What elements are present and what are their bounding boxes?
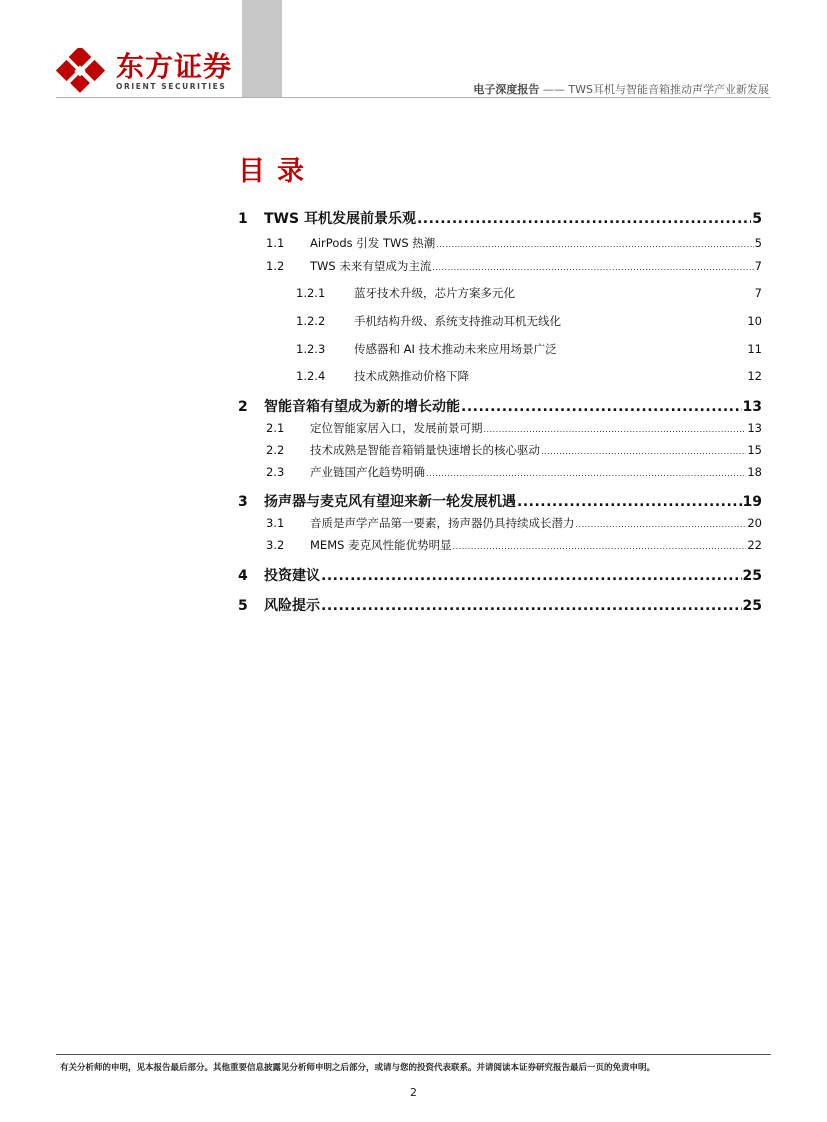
toc-leader-dots bbox=[576, 516, 747, 530]
toc-entry[interactable] bbox=[238, 491, 762, 511]
toc-entry[interactable] bbox=[238, 368, 762, 384]
toc-entry-number: 2.1 bbox=[266, 421, 285, 435]
toc-entry-text: 投资建议 bbox=[264, 568, 320, 584]
toc-entry-page: 13 bbox=[747, 421, 762, 435]
toc-entry-page: 5 bbox=[754, 236, 762, 250]
toc-entry[interactable] bbox=[238, 208, 762, 228]
header-divider bbox=[56, 97, 771, 98]
toc-leader-dots bbox=[453, 538, 747, 552]
header-decor-bar bbox=[242, 0, 282, 97]
toc-entry-text: 扬声器与麦克风有望迎来新一轮发展机遇 bbox=[264, 494, 516, 510]
toc-entry[interactable] bbox=[238, 235, 762, 251]
toc-entry-page: 11 bbox=[747, 342, 762, 356]
header-report-info bbox=[473, 81, 769, 97]
logo-chinese-name: 东方证券 bbox=[116, 50, 233, 83]
toc-entry[interactable] bbox=[238, 420, 762, 436]
toc-entry-text: 手机结构升级、系统支持推动耳机无线化 bbox=[354, 314, 561, 328]
header-separator: —— bbox=[539, 83, 569, 96]
toc-leader-dots bbox=[461, 399, 742, 415]
toc-entry[interactable] bbox=[238, 258, 762, 274]
toc-entry-page: 13 bbox=[742, 399, 762, 415]
toc-entry-text: MEMS 麦克风性能优势明显 bbox=[310, 538, 452, 552]
logo-mark-icon bbox=[56, 48, 106, 94]
toc-entry[interactable] bbox=[238, 515, 762, 531]
toc-entry-page: 20 bbox=[747, 516, 762, 530]
toc-entry[interactable] bbox=[238, 396, 762, 416]
toc-entry-text: 技术成熟是智能音箱销量快速增长的核心驱动 bbox=[310, 443, 540, 457]
toc-leader-dots bbox=[436, 236, 753, 250]
toc-entry-page: 22 bbox=[747, 538, 762, 552]
page-number: 2 bbox=[410, 1086, 417, 1099]
toc-entry-text: TWS 耳机发展前景乐观 bbox=[264, 211, 416, 227]
report-title: TWS耳机与智能音箱推动声学产业新发展 bbox=[568, 83, 769, 96]
toc-entry[interactable] bbox=[238, 341, 762, 357]
toc-entry-number: 5 bbox=[238, 598, 248, 614]
toc-entry-text: 风险提示 bbox=[264, 598, 320, 614]
toc-entry-text: 传感器和 AI 技术推动未来应用场景广泛 bbox=[354, 342, 557, 356]
toc-leader-dots bbox=[432, 259, 753, 273]
report-category: 电子深度报告 bbox=[473, 83, 540, 96]
toc-entry-number: 3.1 bbox=[266, 516, 285, 530]
toc-entry-text: TWS 未来有望成为主流 bbox=[310, 259, 432, 273]
toc-leader-dots bbox=[541, 443, 746, 457]
toc-entry-number: 2.3 bbox=[266, 465, 285, 479]
toc-entry-number: 3.2 bbox=[266, 538, 285, 552]
toc-leader-dots bbox=[321, 598, 742, 614]
toc-entry-page: 25 bbox=[742, 598, 762, 614]
toc-leader-dots bbox=[321, 568, 742, 584]
toc-leader-dots bbox=[426, 465, 746, 479]
toc-entry[interactable] bbox=[238, 285, 762, 301]
toc-entry[interactable] bbox=[238, 565, 762, 585]
toc-entry-text: AirPods 引发 TWS 热潮 bbox=[310, 236, 436, 250]
logo-english-name: ORIENT SECURITIES bbox=[116, 82, 227, 91]
footer-divider bbox=[56, 1054, 771, 1055]
toc-entry-page: 10 bbox=[747, 314, 762, 328]
toc-entry[interactable] bbox=[238, 442, 762, 458]
toc-entry-number: 1.2.3 bbox=[296, 342, 326, 356]
toc-entry-page: 15 bbox=[747, 443, 762, 457]
toc-entry[interactable] bbox=[238, 313, 762, 329]
toc-entry-number: 1.2 bbox=[266, 259, 285, 273]
toc-entry-number: 1.1 bbox=[266, 236, 285, 250]
toc-entry-page: 5 bbox=[752, 211, 762, 227]
toc-leader-dots bbox=[517, 494, 742, 510]
toc-entry-number: 1 bbox=[238, 211, 248, 227]
toc-entry-page: 7 bbox=[754, 286, 762, 300]
toc-entry-page: 12 bbox=[747, 369, 762, 383]
toc-entry-text: 蓝牙技术升级，芯片方案多元化 bbox=[354, 286, 515, 300]
toc-entry-text: 定位智能家居入口，发展前景可期 bbox=[310, 421, 483, 435]
toc-entry-text: 智能音箱有望成为新的增长动能 bbox=[264, 399, 460, 415]
toc-entry-text: 技术成熟推动价格下降 bbox=[354, 369, 469, 383]
toc-entry[interactable] bbox=[238, 464, 762, 480]
toc-entry-page: 7 bbox=[754, 259, 762, 273]
toc-entry-text: 产业链国产化趋势明确 bbox=[310, 465, 425, 479]
toc-entry-number: 2.2 bbox=[266, 443, 285, 457]
toc-entry-page: 19 bbox=[742, 494, 762, 510]
toc-entry[interactable] bbox=[238, 537, 762, 553]
toc-leader-dots bbox=[417, 211, 751, 227]
toc-entry-number: 4 bbox=[238, 568, 248, 584]
toc-entry-number: 2 bbox=[238, 399, 248, 415]
toc-entry-number: 1.2.1 bbox=[296, 286, 326, 300]
toc-entry[interactable] bbox=[238, 595, 762, 615]
footer-disclaimer: 有关分析师的申明，见本报告最后部分。其他重要信息披露见分析师申明之后部分，或请与您的投资代表联系。并请阅读本证券研究报告最后一页的免责申明。 bbox=[60, 1063, 656, 1073]
toc-entry-number: 1.2.2 bbox=[296, 314, 326, 328]
company-logo bbox=[56, 48, 236, 98]
toc-entry-page: 18 bbox=[747, 465, 762, 479]
toc-entry-text: 音质是声学产品第一要素，扬声器仍具持续成长潜力 bbox=[310, 516, 575, 530]
toc-leader-dots bbox=[484, 421, 747, 435]
toc-title: 目录 bbox=[238, 156, 316, 187]
toc-entry-number: 1.2.4 bbox=[296, 369, 326, 383]
toc-entry-page: 25 bbox=[742, 568, 762, 584]
toc-entry-number: 3 bbox=[238, 494, 248, 510]
